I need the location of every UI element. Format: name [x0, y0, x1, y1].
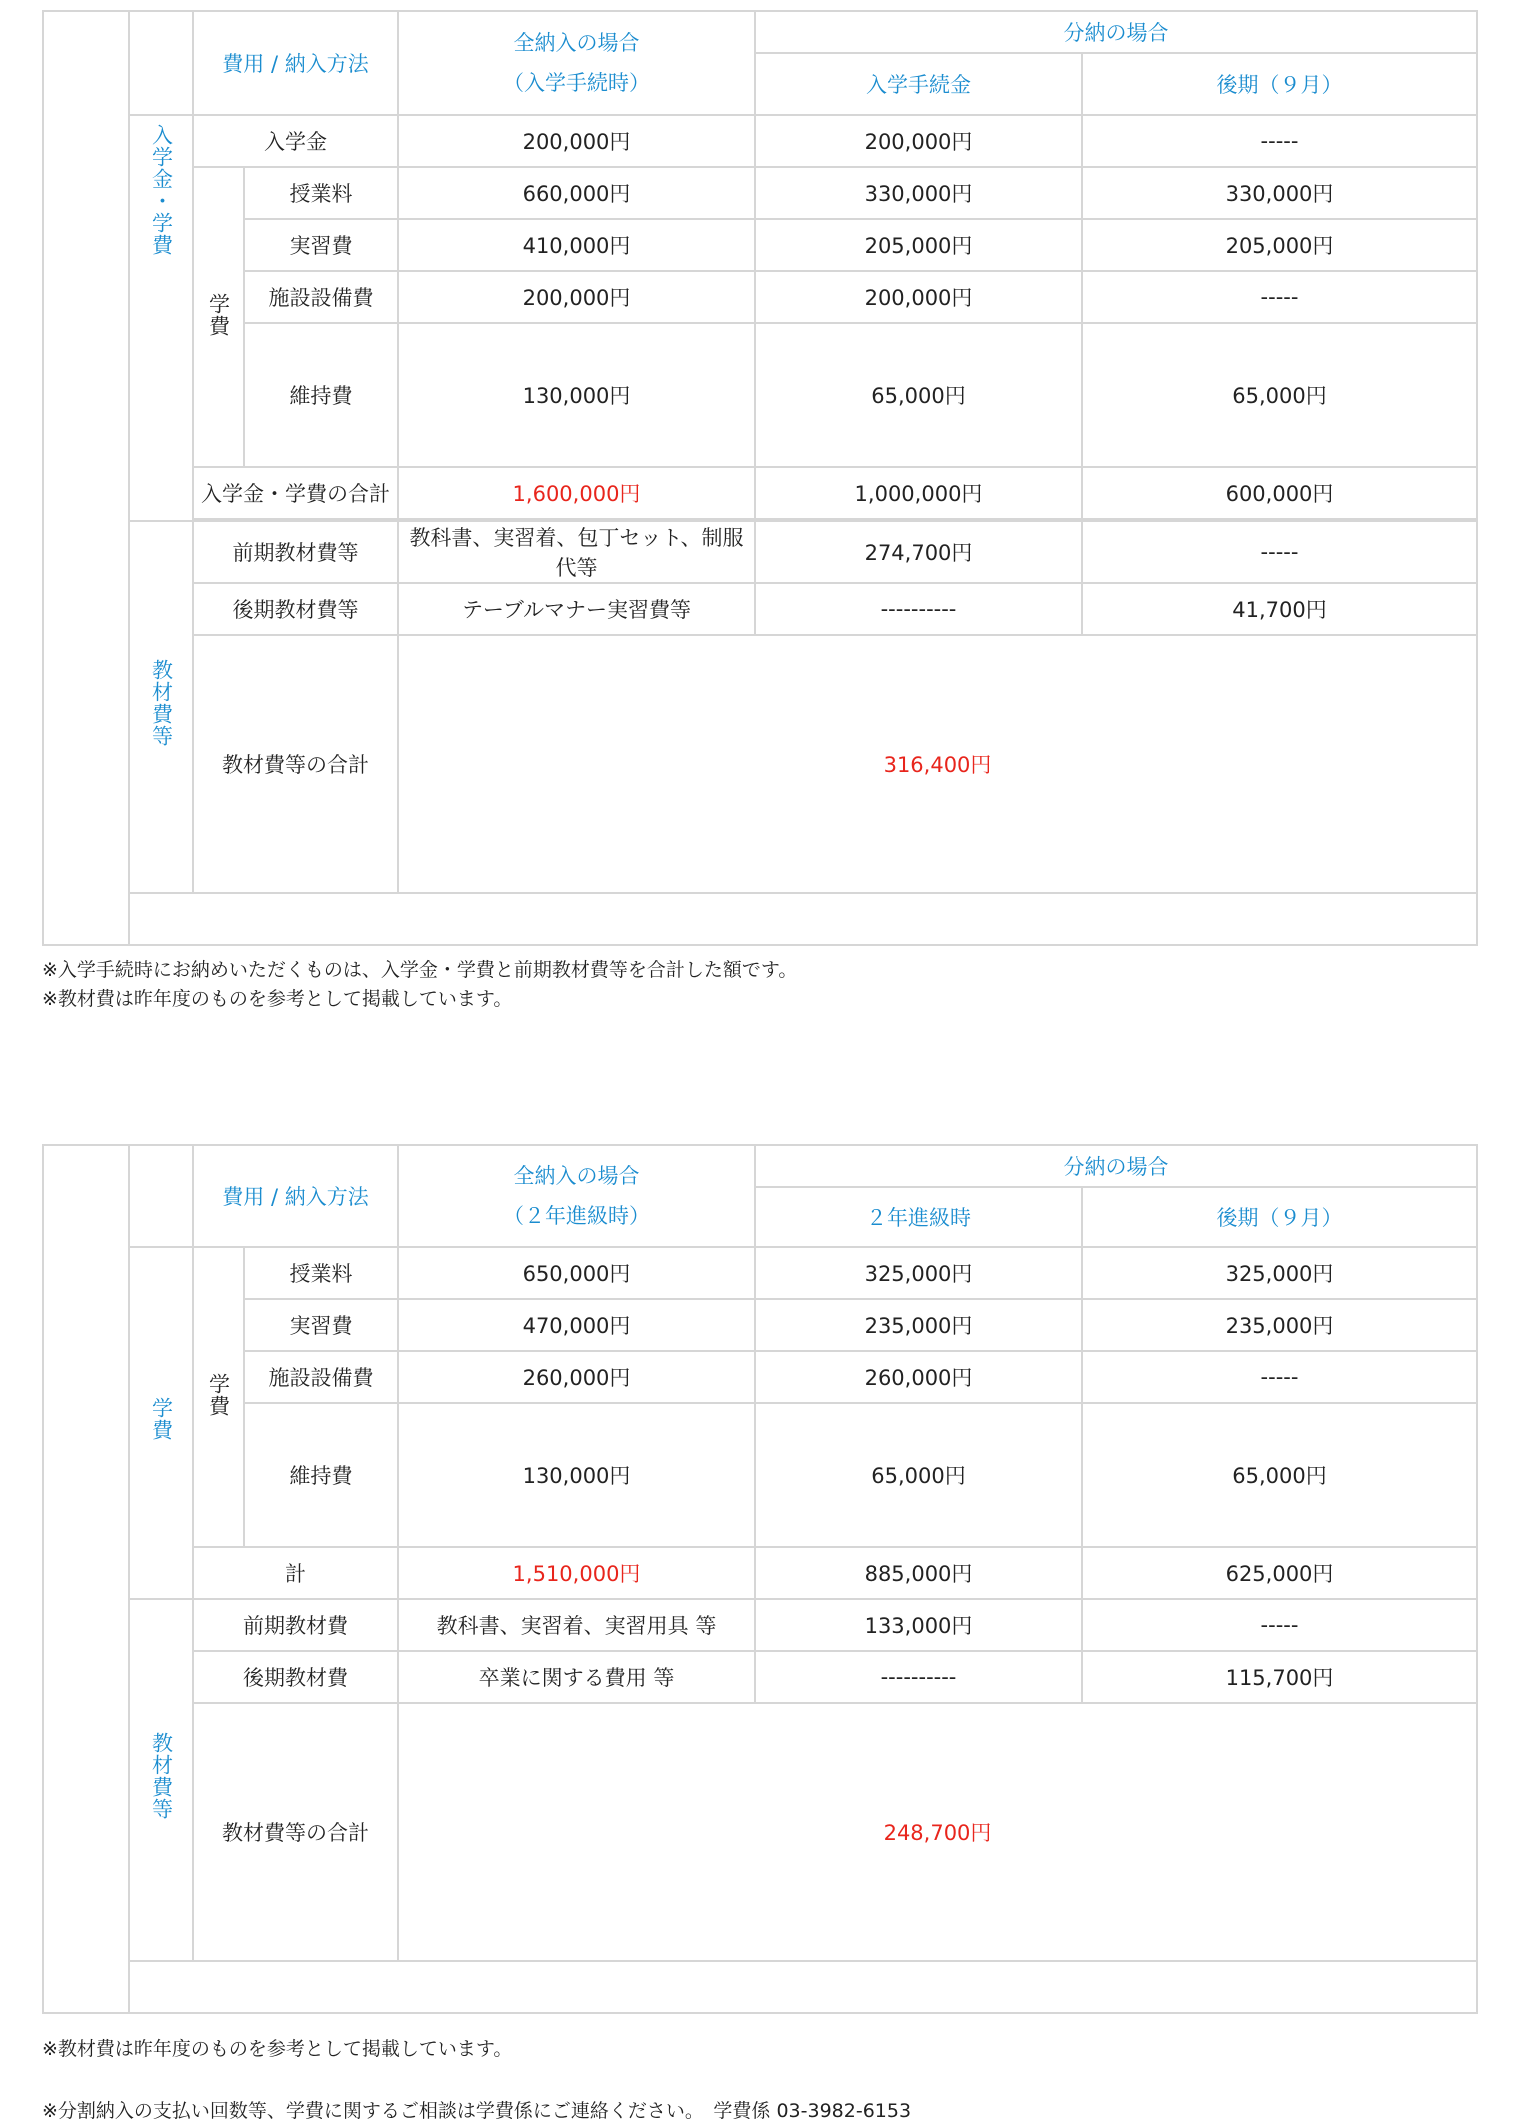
cell-b: -----	[1082, 1599, 1477, 1651]
row-label: 実習費	[244, 219, 398, 271]
cell-full: 200,000円	[398, 271, 755, 323]
cell-full: 260,000円	[398, 1351, 755, 1403]
cell-full: 130,000円	[398, 1403, 755, 1547]
total-full: 1,600,000円	[398, 467, 755, 519]
fee-table-year2	[42, 1144, 1478, 2014]
header-blank	[129, 11, 193, 115]
cell-b: 41,700円	[1082, 583, 1477, 635]
cell-b: -----	[1082, 521, 1477, 583]
note-2: ※教材費は昨年度のものを参考として掲載しています。	[42, 988, 513, 1010]
header-split-payment: 分納の場合	[755, 1145, 1477, 1187]
total-label: 入学金・学費の合計	[193, 467, 398, 519]
row-label: 維持費	[244, 323, 398, 467]
cell-full: 410,000円	[398, 219, 755, 271]
cell-a: ----------	[755, 1651, 1082, 1703]
cell-a: 260,000円	[755, 1351, 1082, 1403]
cell-a: 200,000円	[755, 115, 1082, 167]
note-4: ※分割納入の支払い回数等、学費に関するご相談は学費係にご連絡ください。 学費係 03-3982-6153	[42, 2100, 912, 2122]
row-note: 卒業に関する費用 等	[398, 1651, 755, 1703]
cell-b: -----	[1082, 115, 1477, 167]
cell-b: 205,000円	[1082, 219, 1477, 271]
cell-full: 130,000円	[398, 323, 755, 467]
fee-table-year1	[42, 10, 1478, 946]
row-label: 授業料	[244, 167, 398, 219]
total-b: 625,000円	[1082, 1547, 1477, 1599]
cell-full: 470,000円	[398, 1299, 755, 1351]
cell-full: 200,000円	[398, 115, 755, 167]
row-label: 前期教材費	[193, 1599, 398, 1651]
row-label: 実習費	[244, 1299, 398, 1351]
header-full-payment: 全納入の場合 （２年進級時）	[398, 1145, 755, 1247]
row-label: 施設設備費	[244, 1351, 398, 1403]
row-label: 施設設備費	[244, 271, 398, 323]
row-label: 前期教材費等	[193, 521, 398, 583]
row-label: 維持費	[244, 1403, 398, 1547]
cell-b: 325,000円	[1082, 1247, 1477, 1299]
header-full-payment: 全納入の場合 （入学手続時）	[398, 11, 755, 115]
cell-b: -----	[1082, 1351, 1477, 1403]
cell-a: 330,000円	[755, 167, 1082, 219]
cell-a: 235,000円	[755, 1299, 1082, 1351]
cell-full: 660,000円	[398, 167, 755, 219]
materials-total-value: 316,400円	[398, 635, 1477, 893]
total-b: 600,000円	[1082, 467, 1477, 519]
cell-b: 115,700円	[1082, 1651, 1477, 1703]
cell-a: 65,000円	[755, 1403, 1082, 1547]
side-label: 高度調理製菓科（二年次）	[43, 1145, 129, 2013]
row-note: 教科書、実習着、実習用具 等	[398, 1599, 755, 1651]
header-split-a: 入学手続金	[755, 53, 1082, 115]
header-split-payment: 分納の場合	[755, 11, 1477, 53]
cell-a: 205,000円	[755, 219, 1082, 271]
subcategory-fees: 学費	[193, 167, 244, 467]
category-tuition: 入学金・学費	[129, 115, 193, 521]
category-tuition: 学費	[129, 1247, 193, 1599]
header-split-b: 後期（９月）	[1082, 1187, 1477, 1247]
cell-b: -----	[1082, 271, 1477, 323]
header-split-b: 後期（９月）	[1082, 53, 1477, 115]
row-label: 入学金	[193, 115, 398, 167]
total-a: 885,000円	[755, 1547, 1082, 1599]
note-1: ※入学手続時にお納めいただくものは、入学金・学費と前期教材費等を合計した額です。	[42, 959, 798, 981]
category-materials: 教材費等	[129, 521, 193, 893]
red-bar	[129, 893, 1477, 945]
cell-a: 325,000円	[755, 1247, 1082, 1299]
cell-b: 65,000円	[1082, 323, 1477, 467]
total-full: 1,510,000円	[398, 1547, 755, 1599]
row-label: 後期教材費	[193, 1651, 398, 1703]
cell-a: 65,000円	[755, 323, 1082, 467]
header-split-a: ２年進級時	[755, 1187, 1082, 1247]
materials-total-label: 教材費等の合計	[193, 635, 398, 893]
total-label: 計	[193, 1547, 398, 1599]
cell-b: 65,000円	[1082, 1403, 1477, 1547]
materials-total-value: 248,700円	[398, 1703, 1477, 1961]
cell-a: ----------	[755, 583, 1082, 635]
cell-full: 650,000円	[398, 1247, 755, 1299]
materials-total-label: 教材費等の合計	[193, 1703, 398, 1961]
header-method: 費用 / 納入方法	[193, 11, 398, 115]
note-3: ※教材費は昨年度のものを参考として掲載しています。	[42, 2038, 513, 2060]
red-bar	[129, 1961, 1477, 2013]
side-label: 高度調理製菓科（一年次）	[43, 11, 129, 945]
subcategory-fees: 学費	[193, 1247, 244, 1547]
cell-a: 274,700円	[755, 521, 1082, 583]
cell-a: 200,000円	[755, 271, 1082, 323]
total-a: 1,000,000円	[755, 467, 1082, 519]
cell-b: 235,000円	[1082, 1299, 1477, 1351]
category-materials: 教材費等	[129, 1599, 193, 1961]
cell-b: 330,000円	[1082, 167, 1477, 219]
row-note: テーブルマナー実習費等	[398, 583, 755, 635]
header-blank	[129, 1145, 193, 1247]
cell-a: 133,000円	[755, 1599, 1082, 1651]
row-label: 授業料	[244, 1247, 398, 1299]
header-method: 費用 / 納入方法	[193, 1145, 398, 1247]
row-label: 後期教材費等	[193, 583, 398, 635]
row-note: 教科書、実習着、包丁セット、制服代等	[398, 521, 755, 583]
